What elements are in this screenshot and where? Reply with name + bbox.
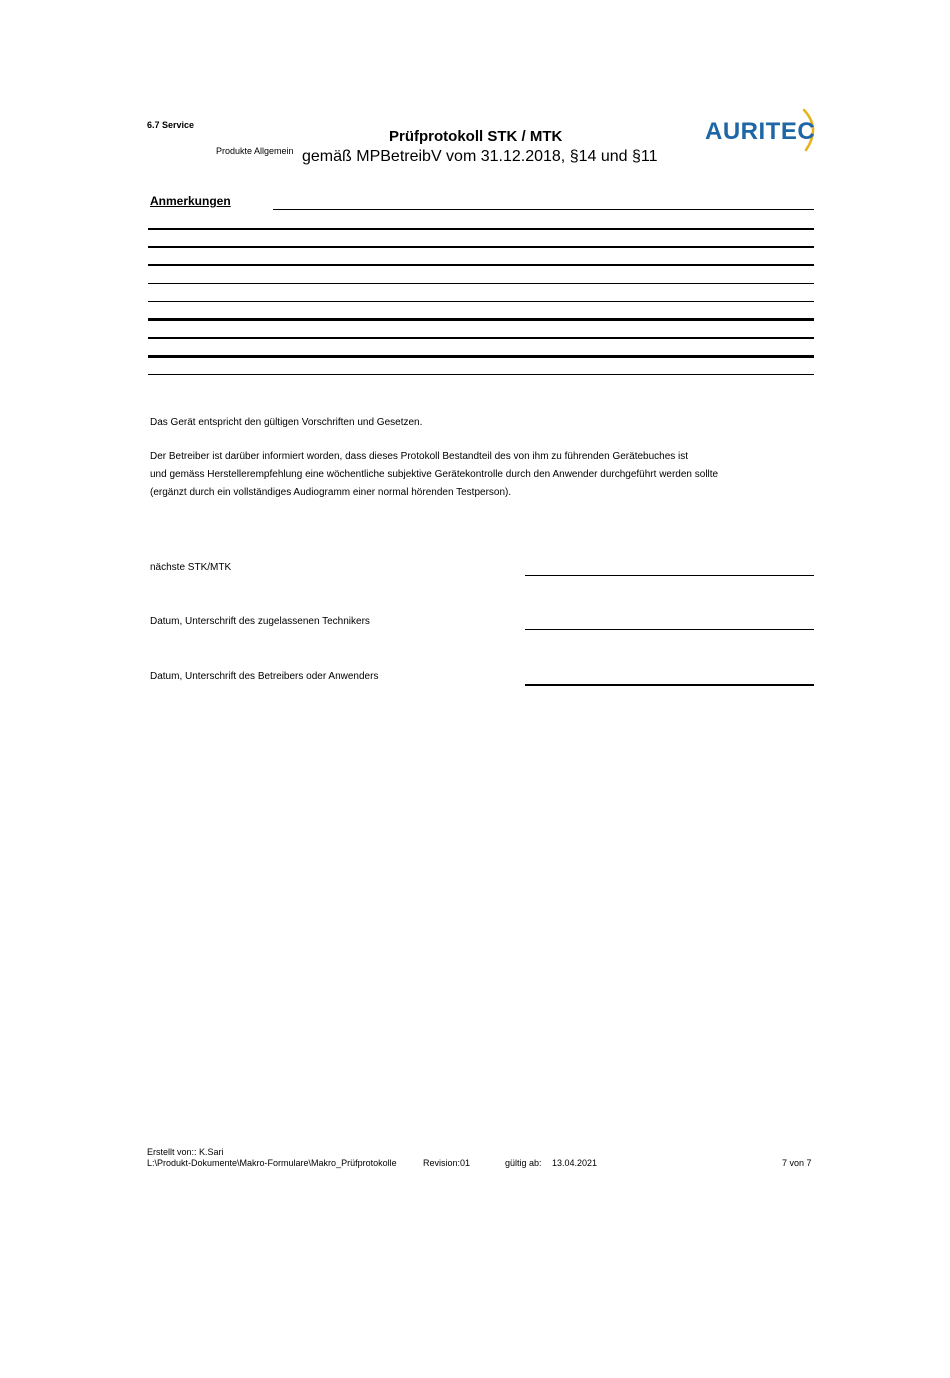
auritec-logo bbox=[703, 104, 819, 156]
next-check-label: nächste STK/MTK bbox=[150, 562, 232, 573]
paragraph-line: (ergänzt durch ein vollständiges Audiogramm einer normal hörenden Testperson). bbox=[150, 487, 512, 498]
section-label: 6.7 Service bbox=[147, 120, 195, 130]
category-label: Produkte Allgemein bbox=[216, 146, 294, 156]
remarks-line[interactable] bbox=[148, 318, 814, 321]
remarks-line[interactable] bbox=[148, 228, 814, 230]
operator-signature-label: Datum, Unterschrift des Betreibers oder Anwenders bbox=[150, 671, 379, 682]
technician-signature-label: Datum, Unterschrift des zugelassenen Technikers bbox=[150, 616, 370, 627]
next-check-line[interactable] bbox=[525, 575, 814, 576]
remarks-line[interactable] bbox=[148, 301, 814, 302]
remarks-label: Anmerkungen bbox=[150, 194, 231, 208]
remarks-line[interactable] bbox=[148, 246, 814, 248]
remarks-line[interactable] bbox=[148, 355, 814, 358]
remarks-line[interactable] bbox=[148, 283, 814, 284]
footer-page-number: 7 von 7 bbox=[782, 1158, 812, 1168]
logo-text: AURITEC bbox=[705, 118, 816, 145]
remarks-line-first[interactable] bbox=[273, 209, 814, 210]
footer-revision: Revision:01 bbox=[423, 1158, 471, 1168]
operator-signature-line[interactable] bbox=[525, 684, 814, 686]
footer-path: L:\Produkt-Dokumente\Makro-Formulare\Makro_Prüfprotokolle bbox=[147, 1158, 397, 1168]
paragraph-line: Der Betreiber ist darüber informiert worden, dass dieses Protokoll Bestandteil des von ihm zu führenden Gerätebuches ist bbox=[150, 451, 689, 462]
remarks-line[interactable] bbox=[148, 337, 814, 339]
document-title: Prüfprotokoll STK / MTK bbox=[389, 128, 563, 145]
footer-valid-from-label: gültig ab: bbox=[505, 1158, 542, 1168]
footer-created-by: Erstellt von:: K.Sari bbox=[147, 1147, 224, 1157]
compliance-statement: Das Gerät entspricht den gültigen Vorschriften und Gesetzen. bbox=[150, 417, 423, 428]
technician-signature-line[interactable] bbox=[525, 629, 814, 630]
paragraph-line: und gemäss Herstellerempfehlung eine wöchentliche subjektive Gerätekontrolle durch den Anwender durchgeführt werden sollte bbox=[150, 469, 719, 480]
remarks-line[interactable] bbox=[148, 374, 814, 375]
remarks-line[interactable] bbox=[148, 264, 814, 266]
footer-valid-from-date: 13.04.2021 bbox=[552, 1158, 598, 1168]
document-subtitle: gemäß MPBetreibV vom 31.12.2018, §14 und §11 bbox=[302, 148, 658, 165]
